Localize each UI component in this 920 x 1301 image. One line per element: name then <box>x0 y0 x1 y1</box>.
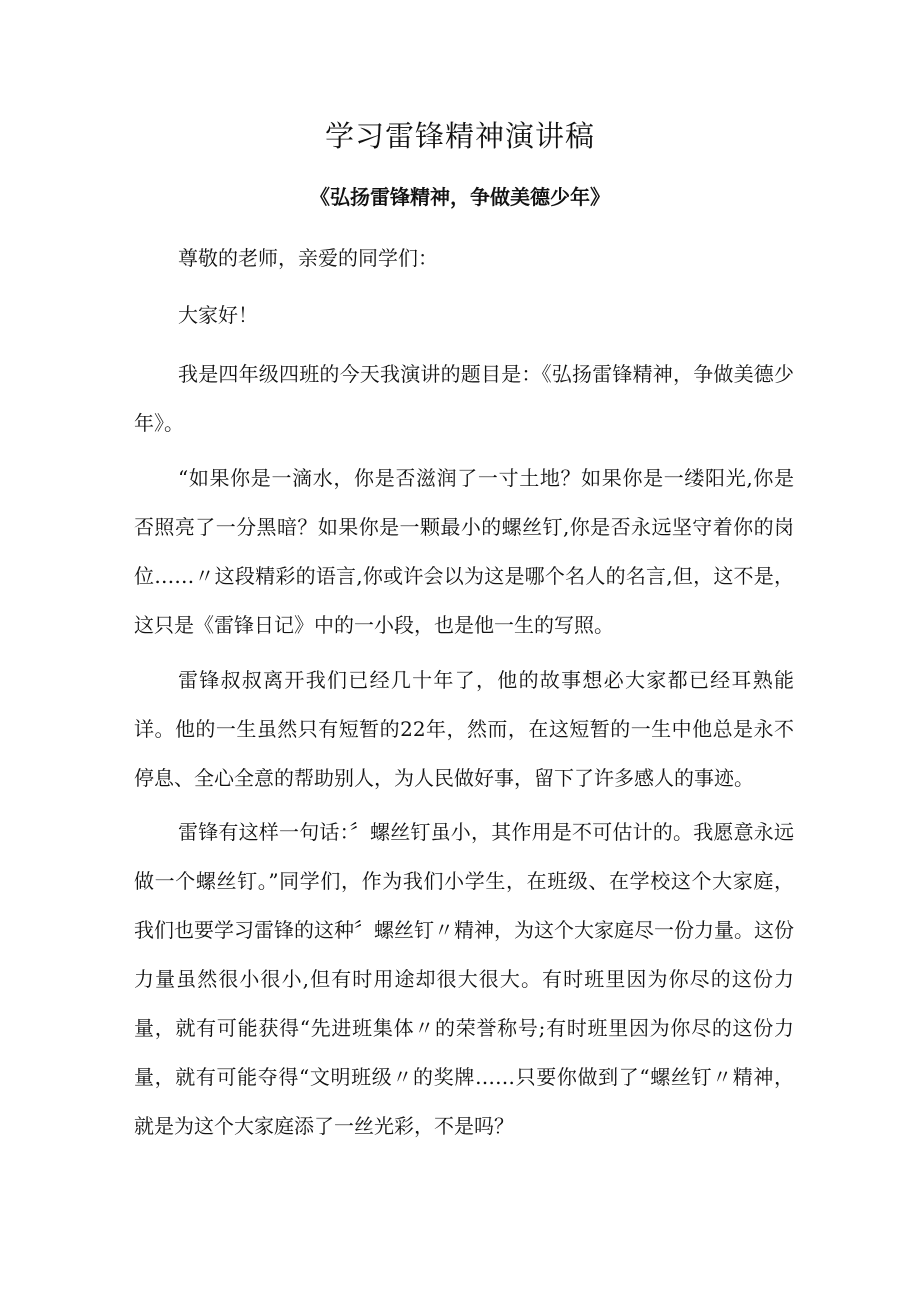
paragraph-screw-spirit: 雷锋有这样一句话：〞螺丝钉虽小，其作用是不可估计的。我愿意永远做一个螺丝钉。”同学们，作为我们小学生，在班级、在学校这个大家庭，我们也要学习雷锋的这种〞螺丝钉〃精神，为这个大家庭尽一份力量。这份力量虽然很小很小,但有时用途却很大很大。有时班里因为你尽的这份力量，就有可能获得“先进班集体〃的荣誉称号;有时班里因为你尽的这份力量，就有可能夺得“文明班级〃的奖牌……只要你做到了“螺丝钉〃精神，就是为这个大家庭添了一丝光彩，不是吗？ <box>134 820 794 1138</box>
paragraph-greeting: 尊敬的老师，亲爱的同学们： <box>178 246 438 270</box>
paragraph-hello: 大家好！ <box>178 303 258 327</box>
paragraph-quote: “如果你是一滴水，你是否滋润了一寸土地？如果你是一缕阳光,你是否照亮了一分黑暗？如果你是一颗最小的螺丝钉,你是否永远坚守着你的岗位……〃这段精彩的语言,你或许会以为这是哪个名人的名言,但，这不是，这只是《雷锋日记》中的一小段，也是他一生的写照。 <box>134 466 794 637</box>
paragraph-introduction: 我是四年级四班的今天我演讲的题目是：《弘扬雷锋精神，争做美德少年》。 <box>134 362 794 435</box>
speech-subtitle: 《弘扬雷锋精神，争做美德少年》 <box>310 185 610 209</box>
paragraph-lei-feng-life: 雷锋叔叔离开我们已经几十年了，他的故事想必大家都已经耳熟能详。他的一生虽然只有短暂的22年，然而，在这短暂的一生中他总是永不停息、全心全意的帮助别人，为人民做好事，留下了许多感人的事迹。 <box>134 668 794 790</box>
document-title: 学习雷锋精神演讲稿 <box>324 119 595 153</box>
